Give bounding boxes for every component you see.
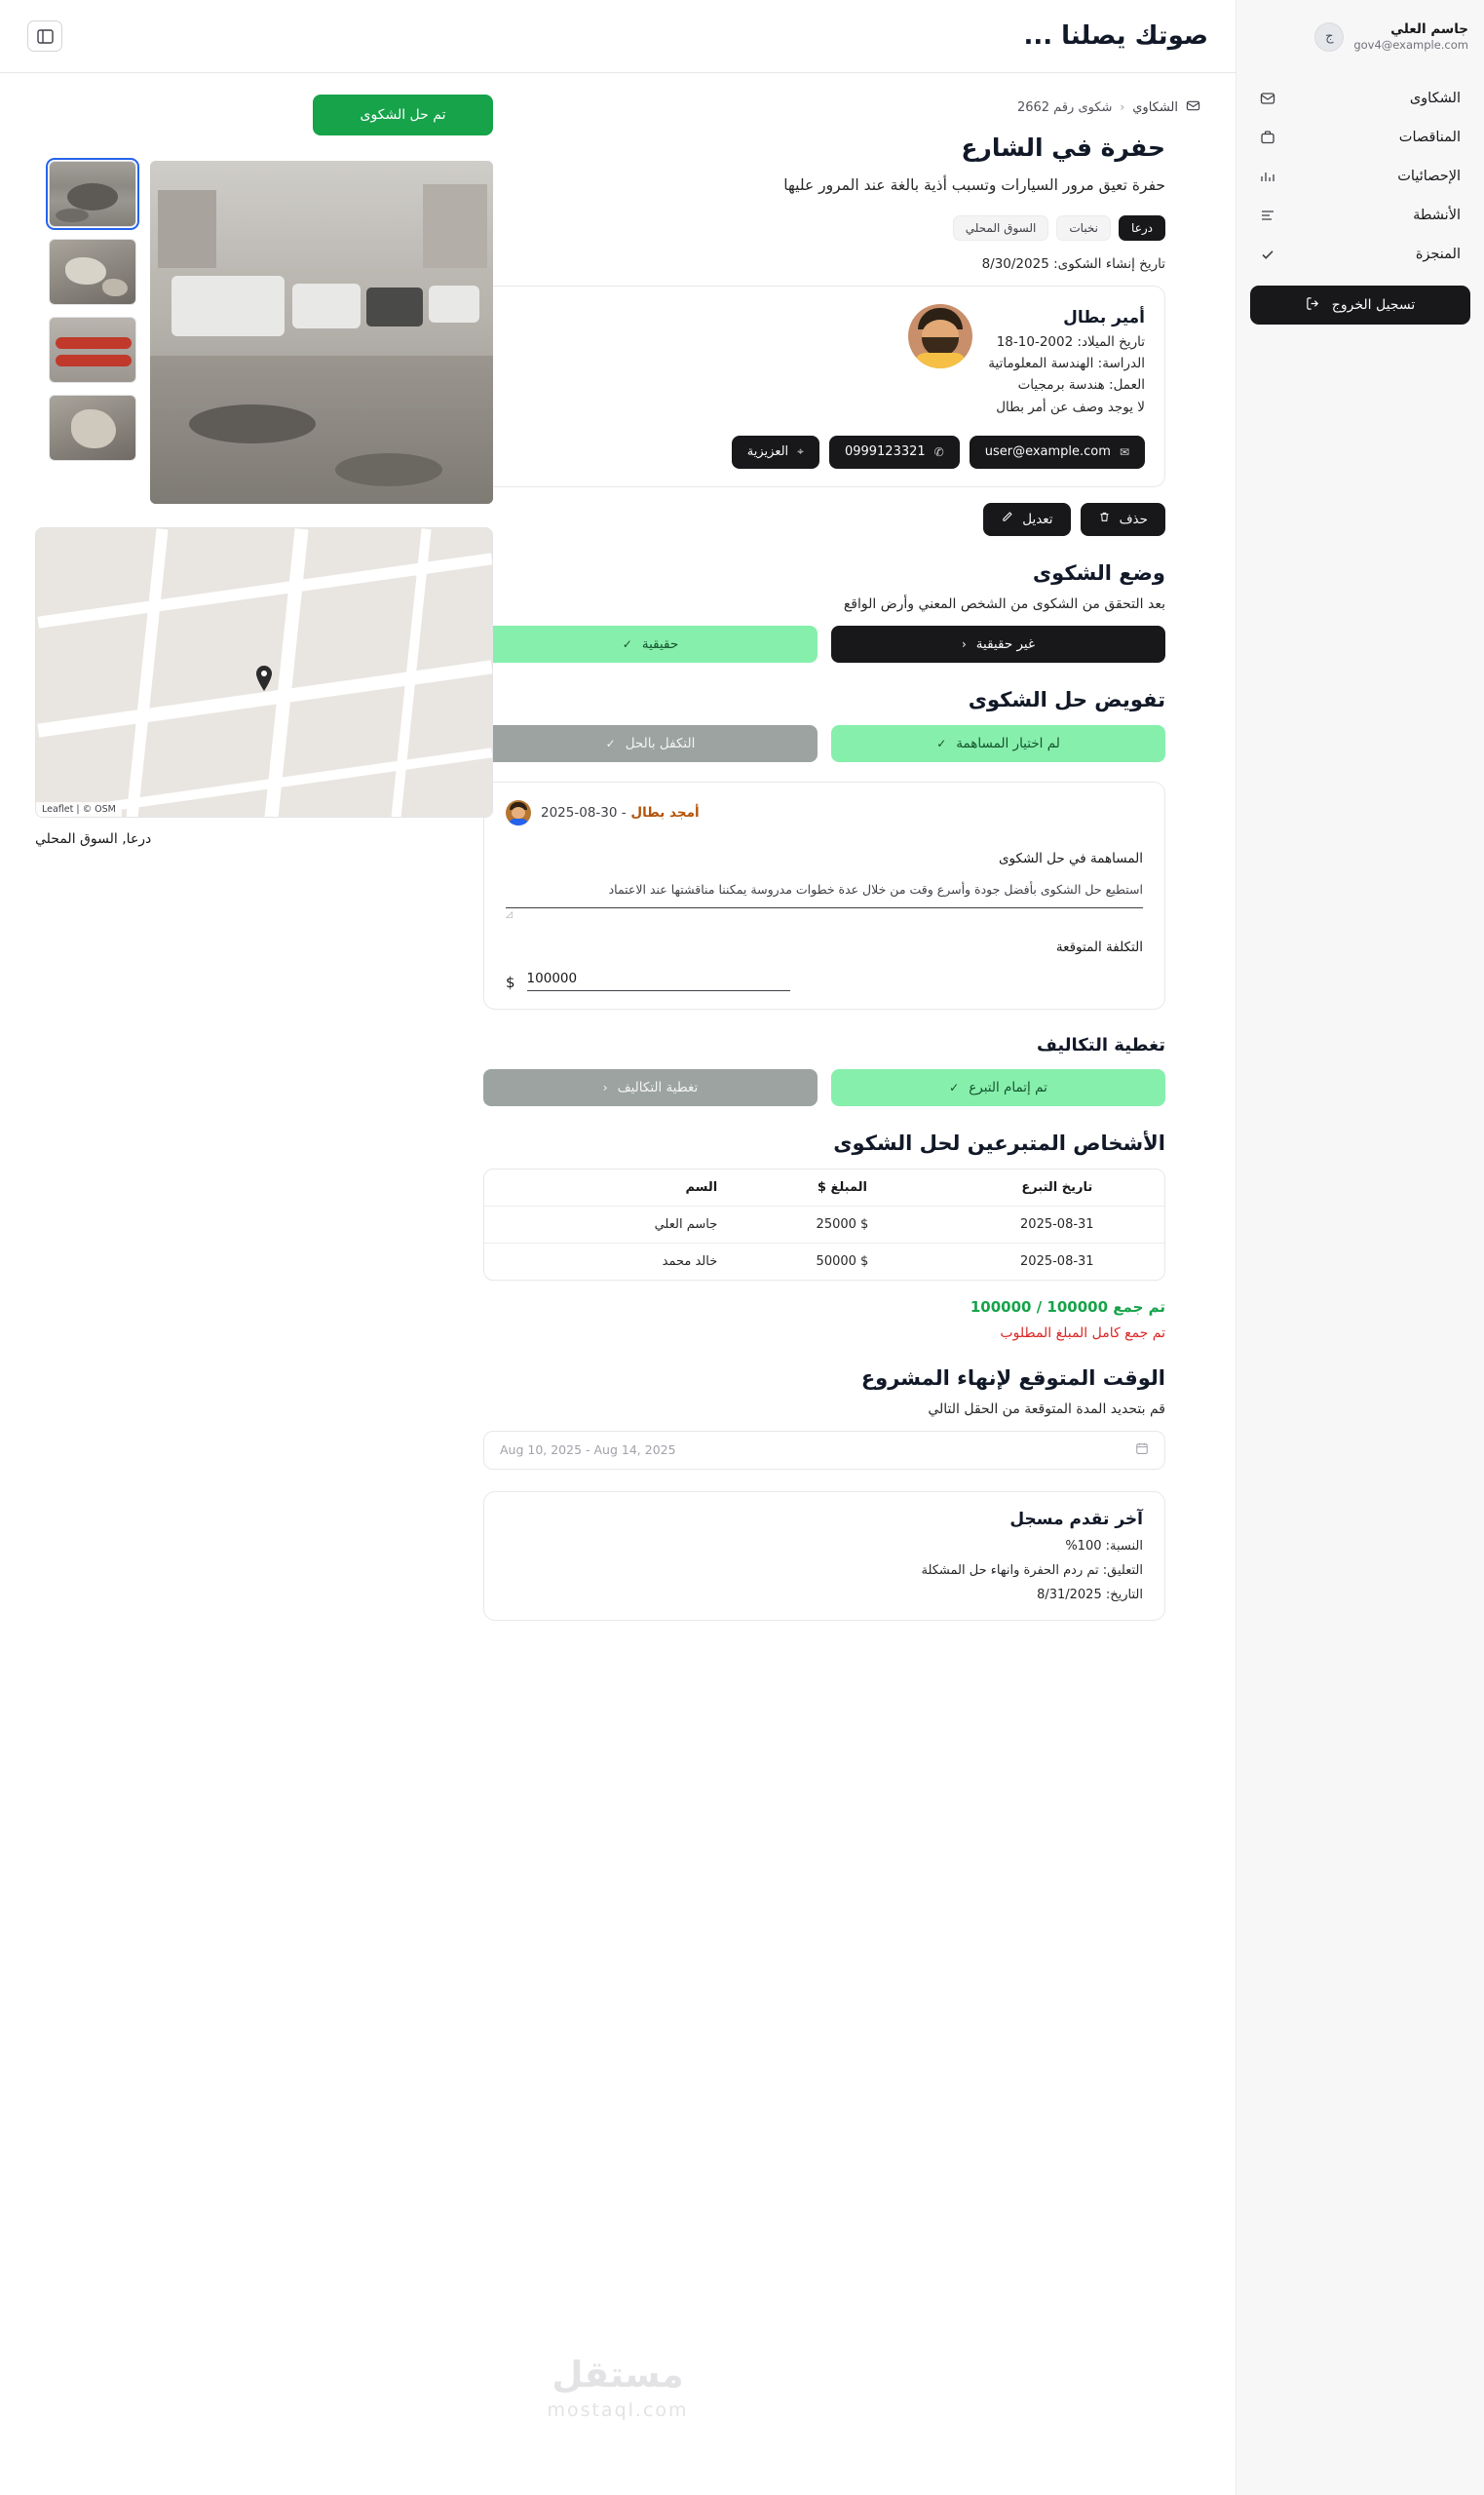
main-photo[interactable] xyxy=(150,161,493,504)
content-area xyxy=(0,73,1236,1621)
sidebar-item-tenders[interactable] xyxy=(1250,118,1470,157)
complaint-description: حفرة تعيق مرور السيارات وتسبب أذية بالغة عند المرور عليها xyxy=(783,176,1165,194)
page-title: حفرة في الشارع xyxy=(961,134,1165,162)
donor-date: 2025-08-31 xyxy=(950,1206,1164,1243)
sidebar xyxy=(1236,0,1484,2495)
user-email: gov4@example.com xyxy=(1353,37,1468,52)
map-caption: درعا, السوق المحلي xyxy=(35,831,152,847)
table-header-row xyxy=(484,1170,1164,1206)
table-row xyxy=(484,1243,1164,1280)
cover-costs-button[interactable] xyxy=(483,1069,818,1106)
progress-card xyxy=(483,1491,1165,1621)
sidebar-item-label: الأنشطة xyxy=(1413,208,1461,223)
check-icon xyxy=(1260,247,1275,262)
timeline-subtitle: قم بتحديد المدة المتوقعة من الحقل التالي xyxy=(928,1401,1165,1417)
sidebar-item-label: الشكاوى xyxy=(1409,91,1461,106)
mail-icon: ✉ xyxy=(1119,444,1129,459)
location-map[interactable] xyxy=(35,527,493,818)
trash-icon xyxy=(1098,511,1111,527)
person-study: الدراسة: الهندسة المعلوماتية xyxy=(988,356,1145,372)
progress-percent: النسبة: 100% xyxy=(1065,1538,1143,1554)
watermark-en: mostaql.com xyxy=(547,2399,689,2421)
status-title: وضع الشكوى xyxy=(1032,560,1165,585)
donor-amount: $ 50000 xyxy=(735,1243,949,1280)
contribution-field-text[interactable]: استطيع حل الشكوى بأفضل جودة وأسرع وقت من خلال عدة خطوات مدروسة يمكننا مناقشتها عند الاعتماد xyxy=(608,881,1143,897)
person-no-description: لا يوجد وصف عن أمر بطال xyxy=(996,399,1145,415)
donation-complete-note: تم جمع كامل المبلغ المطلوب xyxy=(1000,1324,1165,1341)
tenders-icon xyxy=(1260,130,1275,145)
mark-resolved-button[interactable]: تم حل الشكوى xyxy=(313,95,493,135)
user-name: جاسم العلي xyxy=(1390,20,1468,37)
delegation-buttons xyxy=(483,725,1165,762)
created-date: تاريخ إنشاء الشكوى: 8/30/2025 xyxy=(981,255,1165,272)
map-attribution xyxy=(36,802,122,817)
watermark-ar: مستقل xyxy=(552,2354,684,2396)
stats-icon xyxy=(1260,169,1275,184)
contributor-name-text: أمجد بطال xyxy=(630,804,700,821)
person-location-pill[interactable] xyxy=(732,436,819,469)
breadcrumb xyxy=(1017,95,1200,120)
breadcrumb-icon xyxy=(1186,98,1200,117)
breadcrumb-root[interactable]: الشكاوي xyxy=(1132,99,1178,115)
status-fake-button[interactable] xyxy=(831,626,1165,663)
complaints-icon xyxy=(1260,91,1275,106)
donation-total: تم جمع 100000 / 100000 xyxy=(970,1297,1165,1316)
resize-handle[interactable]: ◿ xyxy=(506,909,513,920)
progress-date: التاريخ: 8/31/2025 xyxy=(1037,1587,1143,1602)
person-birth: تاريخ الميلاد: 2002-10-18 xyxy=(996,333,1145,350)
delegation-take-label: التكفل بالحل xyxy=(625,735,696,751)
status-fake-label: غير حقيقية xyxy=(975,635,1036,652)
sidebar-item-activities[interactable] xyxy=(1250,196,1470,235)
check-icon: ✓ xyxy=(936,736,947,750)
donation-done-button[interactable] xyxy=(831,1069,1165,1106)
person-email-pill[interactable] xyxy=(970,436,1145,469)
timeline-title: الوقت المتوقع لإنهاء المشروع xyxy=(860,1365,1165,1390)
tag-chip-place[interactable]: السوق المحلي xyxy=(953,215,1049,241)
tag-chip-subregion[interactable]: نخبات xyxy=(1056,215,1111,241)
edit-label: تعديل xyxy=(1022,511,1053,527)
contribution-field-underline xyxy=(506,907,1143,908)
person-phone-label: 0999123321 xyxy=(844,444,926,460)
leaflet-link[interactable]: Leaflet xyxy=(42,804,74,815)
logout-icon xyxy=(1306,296,1320,315)
attrib-sep: | xyxy=(76,804,80,815)
chevron-left-icon: ‹ xyxy=(602,1080,608,1094)
cost-label: التكلفة المتوقعة xyxy=(1055,939,1143,955)
contributor-avatar xyxy=(506,800,531,825)
logout-button[interactable] xyxy=(1250,286,1470,325)
column-header-amount: المبلغ $ xyxy=(817,1179,867,1195)
osm-link[interactable]: © OSM xyxy=(82,804,116,815)
status-subtitle: بعد التحقق من الشكوى من الشخص المعني وأرض الواقع xyxy=(843,595,1165,612)
check-icon: ✓ xyxy=(605,736,616,750)
photo-gallery xyxy=(35,161,493,504)
person-work: العمل: هندسة برمجيات xyxy=(1017,377,1145,394)
progress-title: آخر تقدم مسجل xyxy=(1009,1509,1143,1529)
tag-list xyxy=(483,215,1165,241)
panel-toggle-icon[interactable] xyxy=(27,20,62,52)
person-location-label: العزيزية xyxy=(746,444,789,460)
delete-button[interactable] xyxy=(1081,503,1165,536)
tag-chip-region[interactable]: درعا xyxy=(1119,215,1165,241)
chevron-left-icon: ‹ xyxy=(1120,100,1125,114)
delegation-title: تفويض حل الشكوى xyxy=(968,687,1165,711)
edit-button[interactable] xyxy=(983,503,1070,536)
person-name: أمير بطال xyxy=(1063,307,1145,327)
thumbnail-red-pipes[interactable] xyxy=(49,317,136,383)
media-column xyxy=(35,95,493,847)
location-pin-icon: ⌖ xyxy=(797,444,804,459)
sidebar-nav xyxy=(1237,73,1484,274)
thumbnail-street-damage[interactable] xyxy=(49,239,136,305)
person-avatar xyxy=(908,304,972,368)
table-row xyxy=(484,1206,1164,1243)
contributor-date-text: 30-08-2025 xyxy=(541,804,618,821)
cover-costs-label: تغطية التكاليف xyxy=(617,1079,699,1095)
costs-title: تغطية التكاليف xyxy=(1036,1034,1165,1056)
status-real-button[interactable] xyxy=(483,626,818,663)
edit-icon xyxy=(1001,511,1013,527)
sidebar-item-complaints[interactable] xyxy=(1250,79,1470,118)
contributor-date: - 30-08-2025 xyxy=(541,804,627,821)
thumbnail-list xyxy=(49,161,136,504)
status-real-label: حقيقية xyxy=(641,635,679,652)
main-content xyxy=(0,73,1236,1621)
date-range-picker[interactable] xyxy=(483,1431,1165,1470)
costs-buttons xyxy=(483,1069,1165,1106)
cost-input[interactable]: 100000 xyxy=(527,971,790,991)
sidebar-item-label: الإحصائيات xyxy=(1397,169,1461,184)
sidebar-item-completed[interactable] xyxy=(1250,235,1470,274)
top-bar xyxy=(0,0,1236,73)
chevron-left-icon: ‹ xyxy=(961,636,967,651)
donor-name: خالد محمد xyxy=(484,1243,735,1280)
logout-label: تسجيل الخروج xyxy=(1331,297,1416,313)
donor-name: جاسم العلي xyxy=(484,1206,735,1243)
thumbnail-pothole-road[interactable] xyxy=(49,161,136,227)
app-title: صوتك يصلنا ... xyxy=(1023,21,1208,51)
contributor-name xyxy=(541,805,700,821)
person-contact-row xyxy=(504,436,1145,469)
delegation-not-chosen-label: لم اختيار المساهمة xyxy=(956,735,1060,751)
check-icon: ✓ xyxy=(622,636,632,651)
location-pin-icon xyxy=(253,665,275,692)
currency-symbol: $ xyxy=(506,973,515,991)
donor-amount: $ 25000 xyxy=(735,1206,949,1243)
progress-comment: التعليق: تم ردم الحفرة وانهاء حل المشكلة xyxy=(921,1562,1143,1578)
delegation-not-chosen-button[interactable] xyxy=(831,725,1165,762)
sidebar-user[interactable] xyxy=(1237,0,1484,73)
sidebar-item-label: المناقصات xyxy=(1398,130,1461,145)
contribution-field-label: المساهمة في حل الشكوى xyxy=(998,850,1143,866)
donor-date: 2025-08-31 xyxy=(950,1243,1164,1280)
phone-icon: ✆ xyxy=(933,444,944,459)
person-email-label: user@example.com xyxy=(984,444,1111,460)
delegation-take-button[interactable] xyxy=(483,725,818,762)
activities-icon xyxy=(1260,208,1275,223)
cost-row xyxy=(506,971,1143,991)
thumbnail-rock-debris[interactable] xyxy=(49,395,136,461)
donation-done-label: تم إتمام التبرع xyxy=(969,1079,1047,1095)
complaint-detail-column xyxy=(483,134,1165,1621)
sidebar-item-statistics[interactable] xyxy=(1250,157,1470,196)
calendar-icon xyxy=(1135,1441,1149,1458)
date-range-value: Aug 10, 2025 - Aug 14, 2025 xyxy=(500,1442,676,1458)
check-icon: ✓ xyxy=(949,1080,960,1094)
person-card xyxy=(483,286,1165,487)
donors-table xyxy=(483,1169,1165,1281)
sidebar-item-label: المنجزة xyxy=(1415,247,1461,262)
status-buttons xyxy=(483,626,1165,663)
donors-title: الأشخاص المتبرعين لحل الشكوى xyxy=(833,1131,1165,1155)
column-header-name: السم xyxy=(685,1179,718,1195)
person-actions xyxy=(483,503,1165,536)
watermark xyxy=(0,2354,1236,2421)
breadcrumb-current: شكوى رقم 2662 xyxy=(1016,99,1113,115)
delete-label: حذف xyxy=(1119,511,1148,527)
person-phone-pill[interactable] xyxy=(829,436,960,469)
column-header-date: تاريخ التبرع xyxy=(1021,1179,1093,1195)
avatar: ج xyxy=(1314,22,1344,52)
contribution-card xyxy=(483,782,1165,1010)
